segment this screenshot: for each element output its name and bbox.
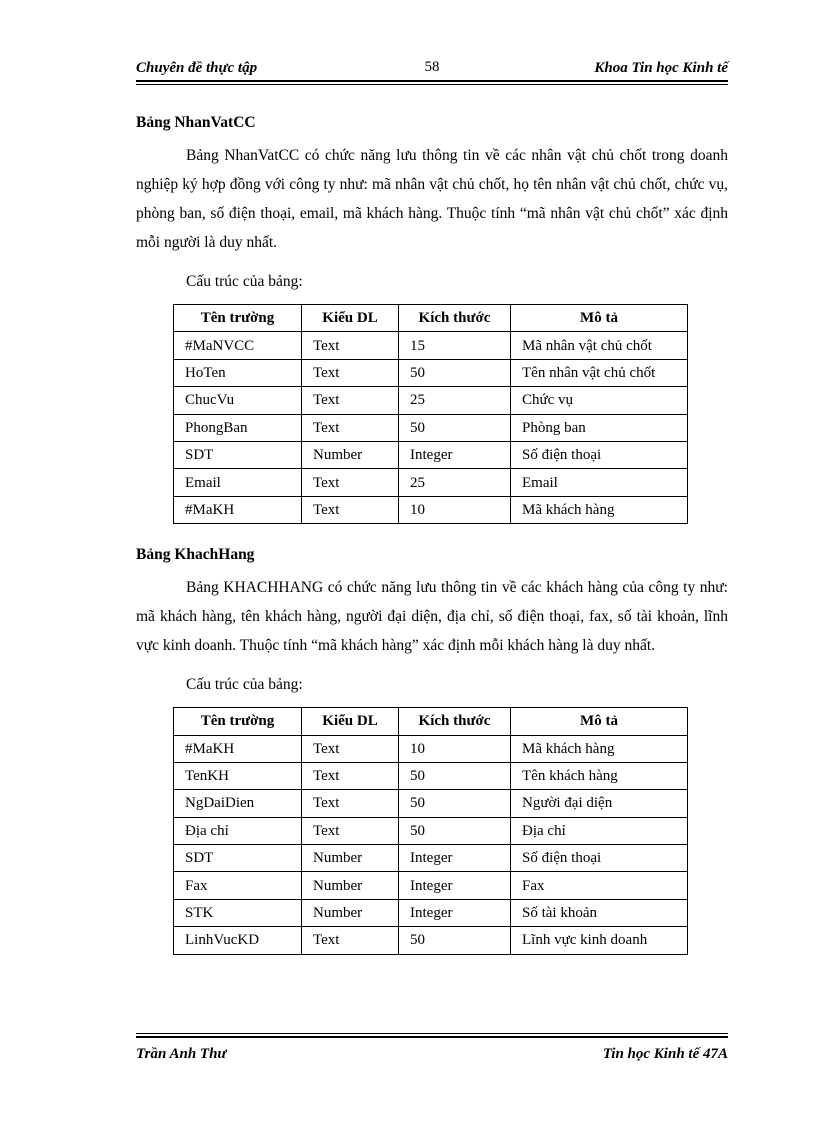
table-cell: SDT bbox=[174, 845, 302, 872]
table-cell: Text bbox=[302, 927, 399, 954]
table-cell: 50 bbox=[399, 359, 511, 386]
table-row bbox=[174, 359, 688, 386]
table-cell: PhongBan bbox=[174, 414, 302, 441]
table-cell: 50 bbox=[399, 817, 511, 844]
column-header: Mô tả bbox=[511, 708, 688, 735]
section-title: Bảng KhachHang bbox=[136, 546, 255, 564]
table-cell: Text bbox=[302, 359, 399, 386]
khachhang-table bbox=[173, 707, 688, 955]
footer-rule-thin bbox=[136, 1033, 728, 1034]
column-header: Kích thước bbox=[399, 305, 511, 332]
table-cell: Địa chỉ bbox=[174, 817, 302, 844]
table-header-row bbox=[174, 708, 688, 735]
column-header: Kiểu DL bbox=[302, 305, 399, 332]
table-cell: Text bbox=[302, 469, 399, 496]
table-cell: SDT bbox=[174, 441, 302, 468]
table-cell: Số điện thoại bbox=[511, 441, 688, 468]
table-body bbox=[174, 332, 688, 524]
table-cell: Text bbox=[302, 387, 399, 414]
table-cell: Text bbox=[302, 762, 399, 789]
table-cell: STK bbox=[174, 899, 302, 926]
column-header: Kiểu DL bbox=[302, 708, 399, 735]
footer-author: Trần Anh Thư bbox=[136, 1046, 227, 1062]
table-cell: Phòng ban bbox=[511, 414, 688, 441]
nhanvatcc-table bbox=[173, 304, 688, 524]
table-caption: Cấu trúc của bảng: bbox=[186, 273, 303, 290]
table-cell: Tên nhân vật chủ chốt bbox=[511, 359, 688, 386]
table-row bbox=[174, 817, 688, 844]
section-nhanvatcc bbox=[136, 108, 728, 524]
table-cell: Integer bbox=[399, 845, 511, 872]
table-cell: 25 bbox=[399, 469, 511, 496]
table-cell: Number bbox=[302, 845, 399, 872]
page-body bbox=[136, 100, 728, 971]
table-cell: 10 bbox=[399, 496, 511, 523]
table-cell: 50 bbox=[399, 927, 511, 954]
table-row bbox=[174, 790, 688, 817]
table-cell: Số điện thoại bbox=[511, 845, 688, 872]
table-cell: Integer bbox=[399, 872, 511, 899]
table-caption: Cấu trúc của bảng: bbox=[186, 676, 303, 694]
table-cell: Email bbox=[174, 469, 302, 496]
table-row bbox=[174, 441, 688, 468]
section-khachhang bbox=[136, 540, 728, 955]
table-row bbox=[174, 845, 688, 872]
header-department: Khoa Tin học Kinh tế bbox=[594, 60, 728, 76]
table-row bbox=[174, 469, 688, 496]
table-cell: Text bbox=[302, 332, 399, 359]
footer-class: Tin học Kinh tế 47A bbox=[602, 1046, 728, 1062]
table-cell: Fax bbox=[174, 872, 302, 899]
table-row bbox=[174, 927, 688, 954]
table-cell: Email bbox=[511, 469, 688, 496]
table-row bbox=[174, 735, 688, 762]
table-row bbox=[174, 872, 688, 899]
table-cell: Chức vụ bbox=[511, 387, 688, 414]
section-title: Bảng NhanVatCC bbox=[136, 114, 256, 131]
table-cell: Text bbox=[302, 414, 399, 441]
footer-rule-thick bbox=[136, 1036, 728, 1038]
table-cell: HoTen bbox=[174, 359, 302, 386]
table-cell: LinhVucKD bbox=[174, 927, 302, 954]
table-cell: Text bbox=[302, 496, 399, 523]
header-rule-thick bbox=[136, 80, 728, 82]
table-cell: 50 bbox=[399, 414, 511, 441]
table-cell: Text bbox=[302, 735, 399, 762]
page-header bbox=[136, 56, 728, 80]
table-cell: Fax bbox=[511, 872, 688, 899]
column-header: Kích thước bbox=[399, 708, 511, 735]
table-cell: Số tài khoản bbox=[511, 899, 688, 926]
table-cell: Integer bbox=[399, 899, 511, 926]
table-cell: Lĩnh vực kinh doanh bbox=[511, 927, 688, 954]
table-cell: 15 bbox=[399, 332, 511, 359]
table-cell: Number bbox=[302, 872, 399, 899]
table-row bbox=[174, 899, 688, 926]
table-cell: 50 bbox=[399, 762, 511, 789]
table-cell: #MaKH bbox=[174, 735, 302, 762]
table-cell: #MaKH bbox=[174, 496, 302, 523]
table-row bbox=[174, 387, 688, 414]
column-header: Tên trường bbox=[174, 305, 302, 332]
table-cell: Tên khách hàng bbox=[511, 762, 688, 789]
table-body bbox=[174, 735, 688, 954]
section-paragraph: Bảng NhanVatCC có chức năng lưu thông tin về các nhân vật chủ chốt trong doanh nghiệp ký hợp đồng với công ty như: mã nhân vật chủ chốt, họ tên nhân vật chủ chốt, chức vụ, phòng ban, số điện thoại, email, mã khách hàng. Thuộc tính “mã nhân vật chủ chốt” xác định mỗi người là duy nhất. bbox=[136, 147, 728, 251]
table-cell: 10 bbox=[399, 735, 511, 762]
table-cell: 50 bbox=[399, 790, 511, 817]
table-row bbox=[174, 496, 688, 523]
table-row bbox=[174, 762, 688, 789]
page-number: 58 bbox=[424, 59, 440, 75]
header-course-title: Chuyên đề thực tập bbox=[136, 60, 258, 76]
table-cell: #MaNVCC bbox=[174, 332, 302, 359]
header-rule-thin bbox=[136, 84, 728, 85]
table-cell: Integer bbox=[399, 441, 511, 468]
table-cell: Mã nhân vật chủ chốt bbox=[511, 332, 688, 359]
table-cell: Mã khách hàng bbox=[511, 735, 688, 762]
column-header: Mô tả bbox=[511, 305, 688, 332]
table-cell: Text bbox=[302, 817, 399, 844]
column-header: Tên trường bbox=[174, 708, 302, 735]
table-cell: Mã khách hàng bbox=[511, 496, 688, 523]
table-cell: Text bbox=[302, 790, 399, 817]
table-cell: 25 bbox=[399, 387, 511, 414]
table-header-row bbox=[174, 305, 688, 332]
table-cell: Number bbox=[302, 899, 399, 926]
table-cell: Người đại diện bbox=[511, 790, 688, 817]
table-cell: NgDaiDien bbox=[174, 790, 302, 817]
table-cell: Địa chỉ bbox=[511, 817, 688, 844]
section-paragraph: Bảng KHACHHANG có chức năng lưu thông tin về các khách hàng của công ty như: mã khách hàng, tên khách hàng, người đại diện, địa chỉ, số điện thoại, fax, số tài khoản, lĩnh vực kinh doanh. Thuộc tính “mã khách hàng” xác định mỗi khách hàng là duy nhất. bbox=[136, 579, 728, 655]
table-cell: TenKH bbox=[174, 762, 302, 789]
table-row bbox=[174, 414, 688, 441]
table-row bbox=[174, 332, 688, 359]
table-cell: Number bbox=[302, 441, 399, 468]
table-cell: ChucVu bbox=[174, 387, 302, 414]
